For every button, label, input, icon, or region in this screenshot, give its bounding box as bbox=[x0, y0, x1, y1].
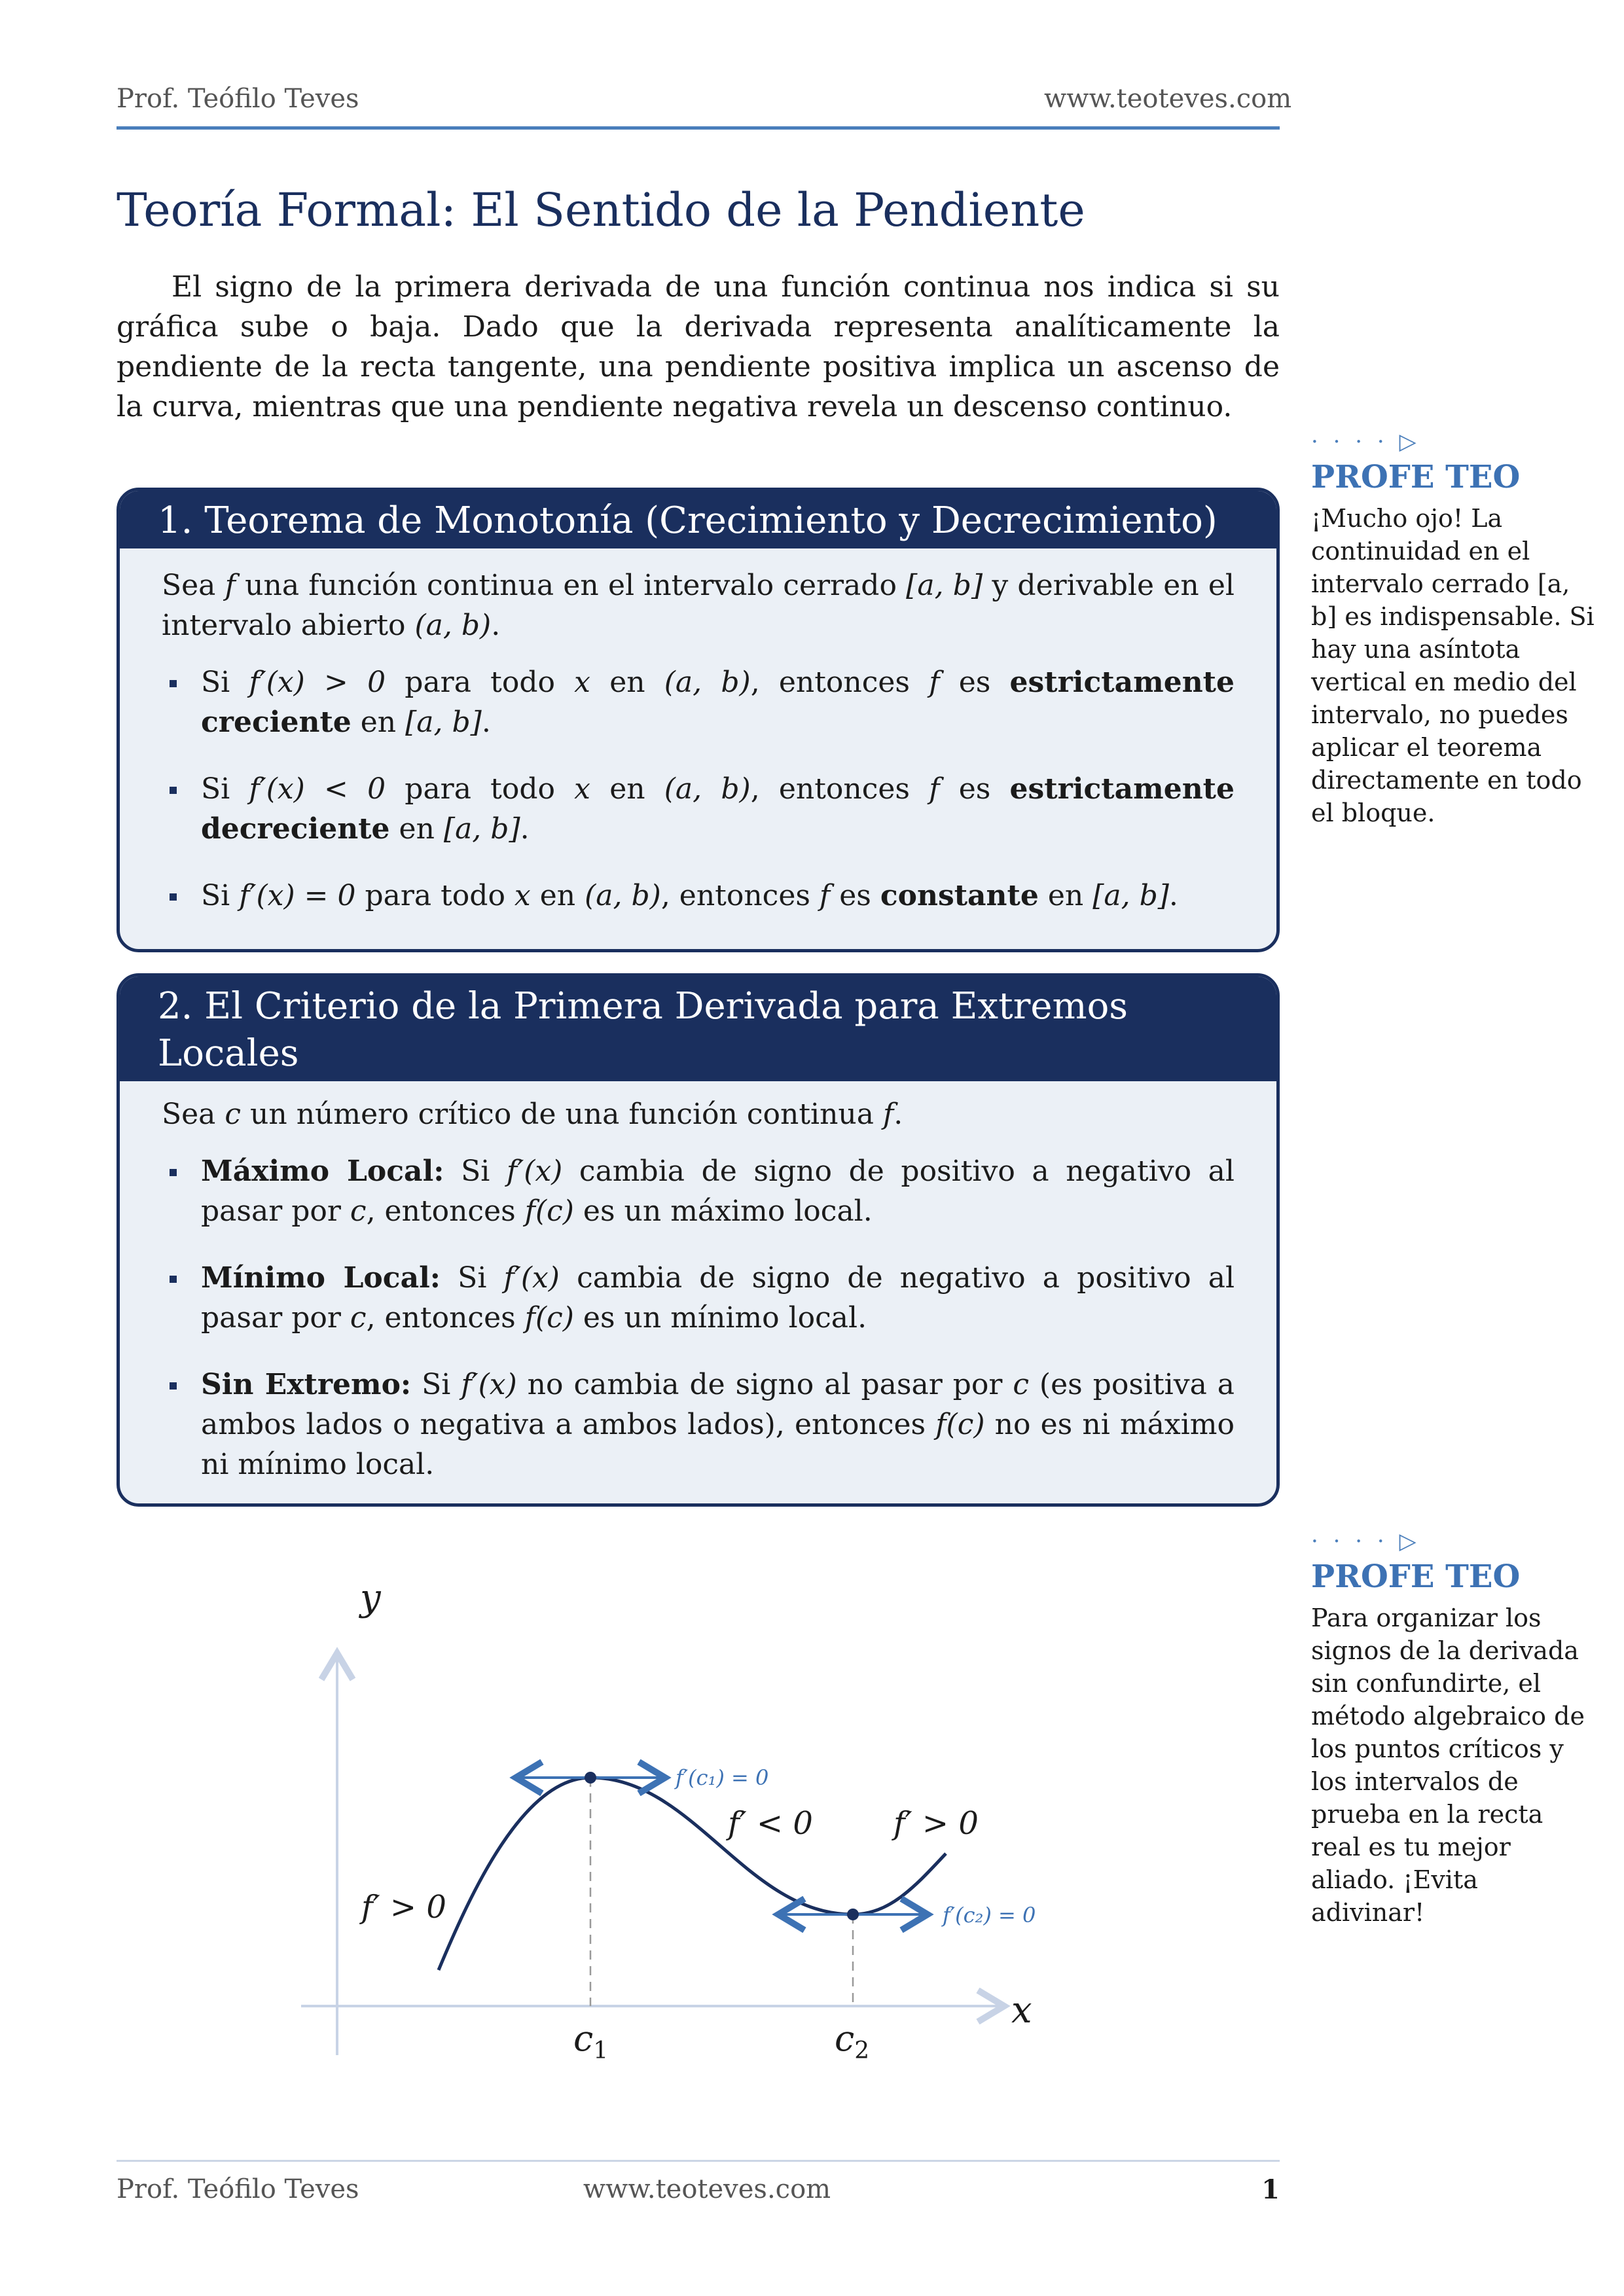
box-lead: Sea f una función continua en el intervalo cerrado [a, b] y derivable en el intervalo abierto (a, b). bbox=[162, 569, 1235, 642]
list-item: Sin Extremo: Si f′(x) no cambia de signo al pasar por c (es positiva a ambos lados o negativa a ambos lados), entonces f(c) no es ni máximo ni mínimo local. bbox=[162, 1365, 1235, 1484]
criteria-list bbox=[162, 1151, 1235, 1484]
c1-label: $c_1$ bbox=[573, 2018, 609, 2064]
footer-site[interactable]: www.teoteves.com bbox=[583, 2174, 831, 2204]
sidebar-note-1 bbox=[1311, 429, 1599, 829]
sign-label-right: f′ > 0 bbox=[893, 1805, 979, 1842]
note-text: ¡Mucho ojo! La continuidad en el intervalo cerrado [a, b] es indispensable. Si hay una asíntota vertical en medio del intervalo, no puedes aplicar el teorema directamente en todo el bloque. bbox=[1311, 504, 1595, 827]
box-body bbox=[120, 548, 1276, 916]
tangent-label-c2: f′(c₂) = 0 bbox=[943, 1903, 1036, 1928]
box-heading: 1. Teorema de Monotonía (Crecimiento y Decrecimiento) bbox=[120, 491, 1276, 548]
derivative-sign-diagram bbox=[288, 1571, 1100, 2068]
list-item: Si f′(x) < 0 para todo x en (a, b), entonces f es estrictamente decreciente en [a, b]. bbox=[162, 769, 1235, 849]
tangent-label-c1: f′(c₁) = 0 bbox=[676, 1765, 769, 1790]
sidebar-note-2 bbox=[1311, 1528, 1599, 1929]
page-title: Teoría Formal: El Sentido de la Pendiente bbox=[117, 183, 1085, 237]
note-text: Para organizar los signos de la derivada sin confundirte, el método algebraico de los puntos críticos y los intervalos de prueba en la recta real es tu mejor aliado. ¡Evita adivinar! bbox=[1311, 1604, 1585, 1927]
footer-rule bbox=[117, 2160, 1280, 2162]
critical-point-c2 bbox=[847, 1909, 859, 1920]
note-title: PROFE TEO bbox=[1311, 459, 1521, 495]
box-heading: 2. El Criterio de la Primera Derivada para Extremos Locales bbox=[120, 977, 1276, 1081]
list-item: Máximo Local: Si f′(x) cambia de signo de positivo a negativo al pasar por c, entonces f(c) es un máximo local. bbox=[162, 1151, 1235, 1231]
box-body bbox=[120, 1081, 1276, 1484]
header-author: Prof. Teófilo Teves bbox=[117, 84, 359, 114]
arrow-dots-icon: · · · · ▷ bbox=[1311, 1528, 1420, 1554]
condition-list bbox=[162, 662, 1235, 916]
x-axis-label: x bbox=[1011, 1989, 1032, 2032]
c2-label: $c_2$ bbox=[835, 2018, 870, 2064]
list-item: Si f′(x) > 0 para todo x en (a, b), entonces f es estrictamente creciente en [a, b]. bbox=[162, 662, 1235, 742]
list-item: Mínimo Local: Si f′(x) cambia de signo de negativo a positivo al pasar por c, entonces f(c) es un mínimo local. bbox=[162, 1258, 1235, 1338]
intro-paragraph: El signo de la primera derivada de una función continua nos indica si su gráfica sube o baja. Dado que la derivada representa analíticamente la pendiente de la recta tangente, una pendiente positiva implica un ascenso de la curva, mientras que una pendiente negativa revela un descenso continuo. bbox=[117, 270, 1280, 423]
theorem-box-monotonia bbox=[117, 488, 1280, 952]
note-title: PROFE TEO bbox=[1311, 1558, 1521, 1595]
theorem-box-criterio bbox=[117, 973, 1280, 1507]
function-curve bbox=[439, 1778, 946, 1970]
sign-label-left: f′ > 0 bbox=[361, 1889, 446, 1926]
box-lead: Sea c un número crítico de una función continua f. bbox=[162, 1098, 903, 1131]
list-item: Si f′(x) = 0 para todo x en (a, b), entonces f es constante en [a, b]. bbox=[162, 876, 1235, 916]
page-number: 1 bbox=[1261, 2174, 1280, 2205]
arrow-dots-icon: · · · · ▷ bbox=[1311, 429, 1420, 455]
header-site[interactable]: www.teoteves.com bbox=[1044, 84, 1292, 114]
header-rule bbox=[117, 126, 1280, 130]
y-axis-label: y bbox=[360, 1577, 381, 1619]
footer-author: Prof. Teófilo Teves bbox=[117, 2174, 359, 2204]
critical-point-c1 bbox=[585, 1772, 596, 1784]
sign-label-middle: f′ < 0 bbox=[728, 1805, 813, 1842]
